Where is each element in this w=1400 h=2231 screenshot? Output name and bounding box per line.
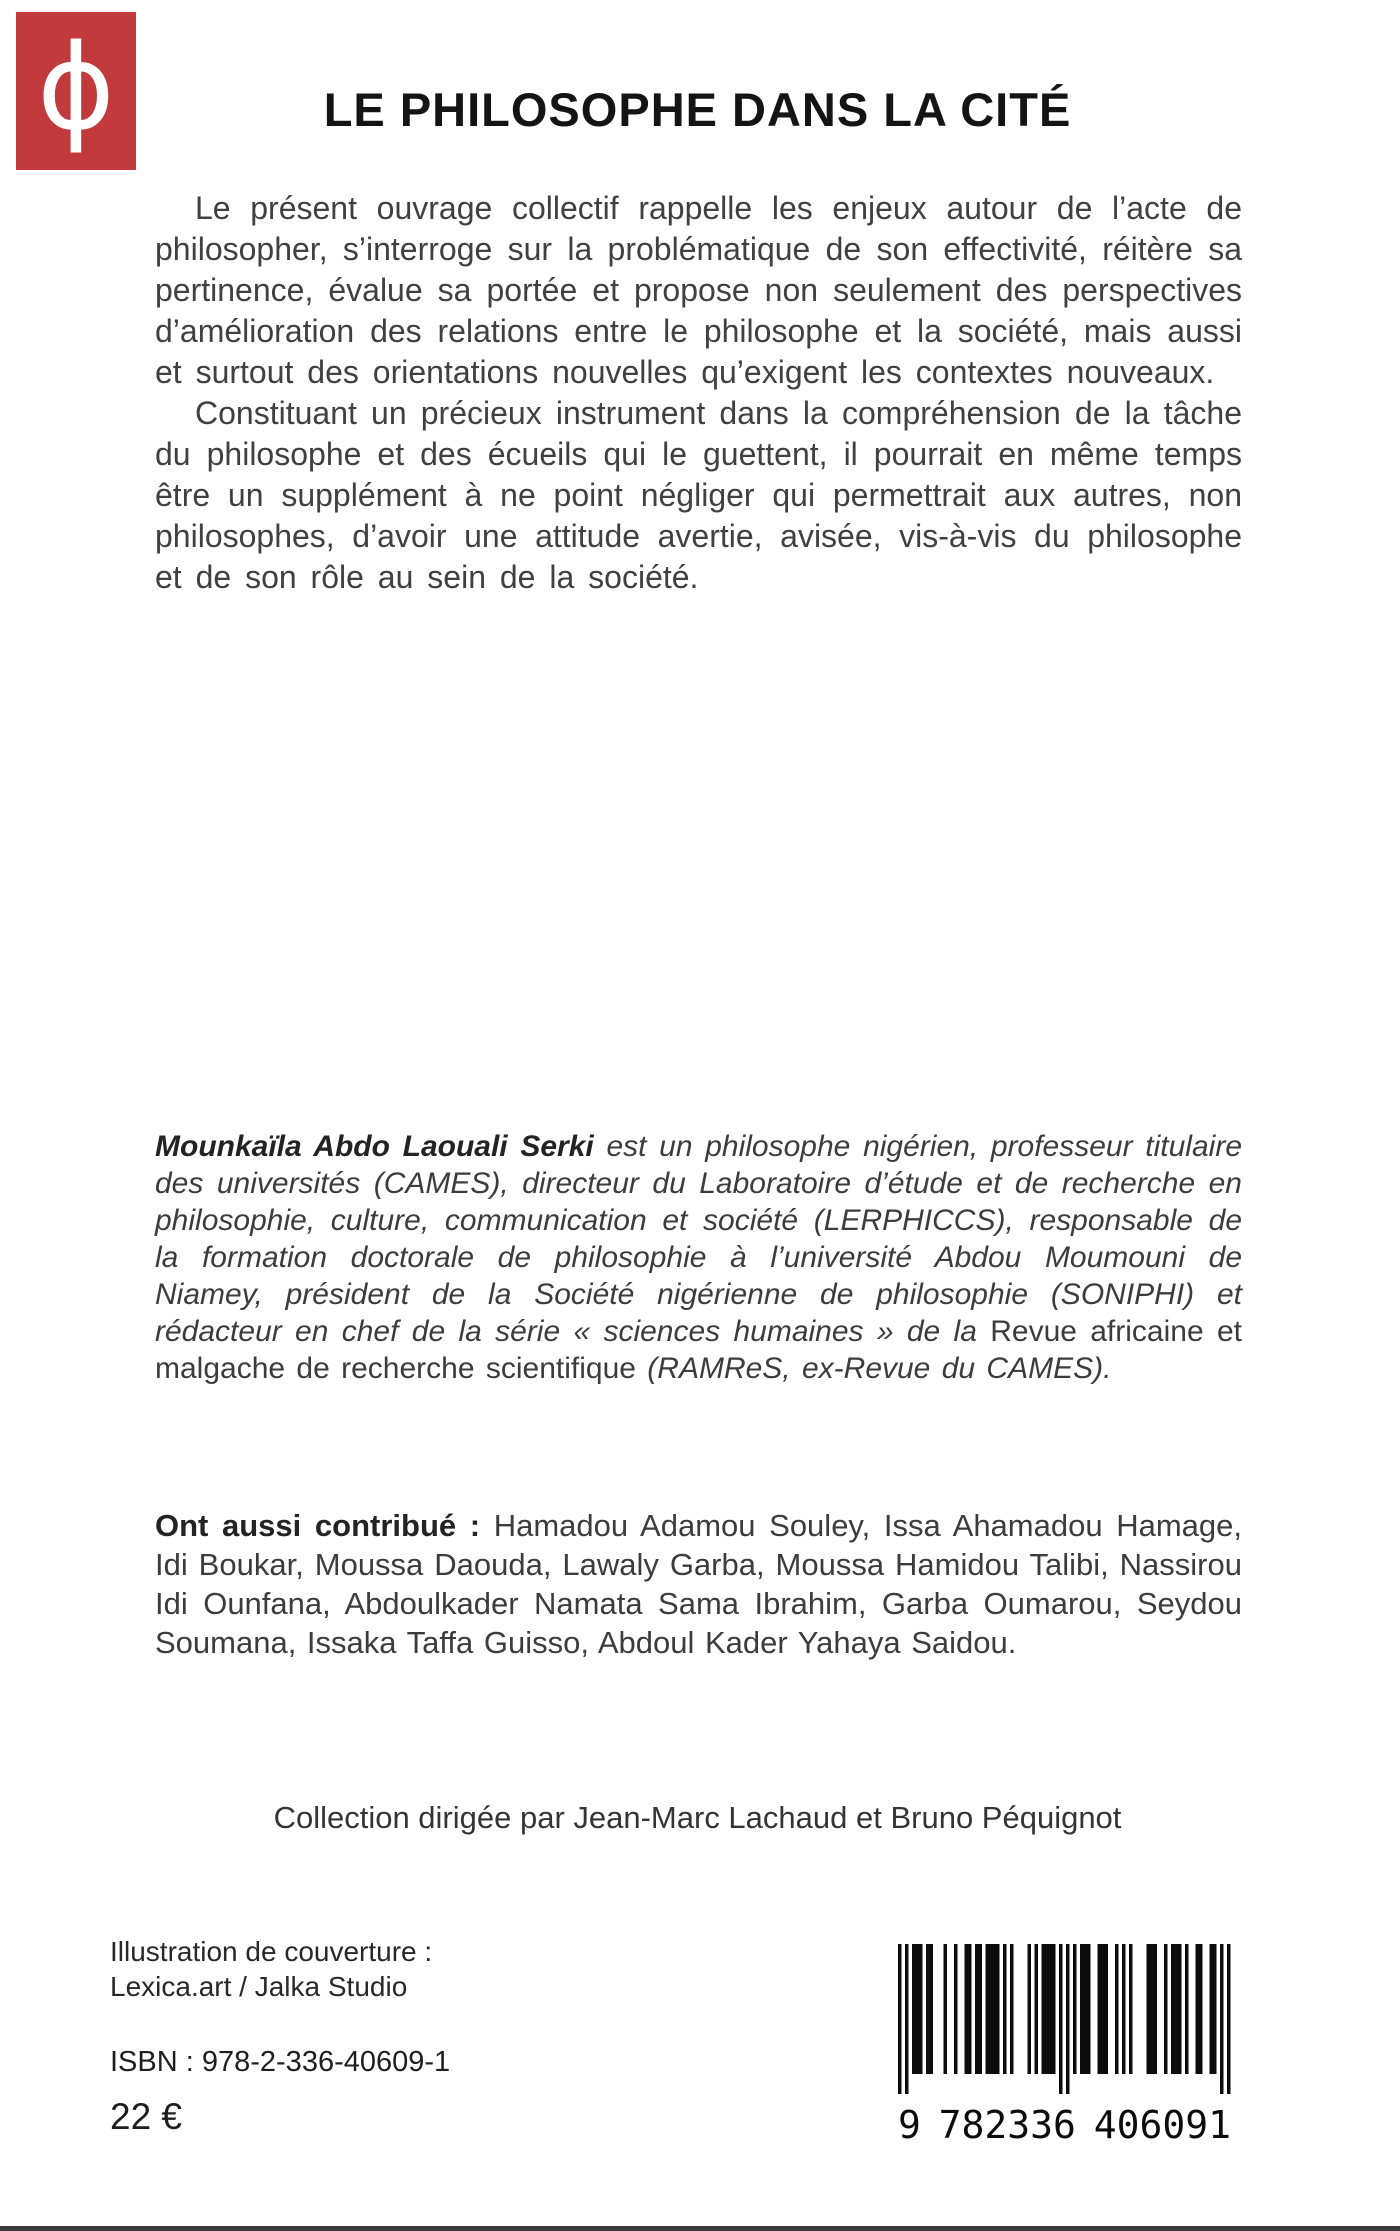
barcode bbox=[898, 1944, 1238, 2147]
page-bottom-edge bbox=[0, 2226, 1400, 2231]
contributors-list bbox=[155, 1506, 1242, 1662]
synopsis-paragraph-2: Constituant un précieux instrument dans la compréhension de la tâche du philosophe et des écueils qui le guettent, il pourrait en même temps être un supplément à ne point négliger qui permettrait aux autres, non philosophes, d’avoir une attitude avertie, avisée, vis-à-vis du philosophe et de son rôle au sein de la société. bbox=[155, 395, 1242, 595]
cover-credit-line1: Illustration de couverture : bbox=[110, 1936, 433, 1967]
text-segment: Revue africaine et malgache de recherche scientifique bbox=[155, 1315, 1242, 1385]
text-segment: Hamadou Adamou Souley, Issa Ahamadou Hamage, Idi Boukar, Moussa Daouda, Lawaly Garba, Moussa Hamidou Talibi, Nassirou Idi Ounfana, Abdoulkader Namata Sama Ibrahim, Garba Oumarou, Seydou Soumana, Issaka Taffa Guisso, Abdoul Kader Yahaya Saidou. bbox=[155, 1508, 1242, 1660]
cover-illustration-credit bbox=[110, 1934, 432, 2004]
barcode-digit-group: 406091 bbox=[1093, 2103, 1231, 2147]
text-segment: Mounkaïla Abdo Laouali Serki bbox=[155, 1130, 594, 1163]
text-segment: (RAMReS, ex-Revue du CAMES). bbox=[635, 1352, 1112, 1385]
price: 22 € bbox=[110, 2096, 183, 2137]
synopsis-paragraph-1: Le présent ouvrage collectif rappelle les enjeux autour de l’acte de philosopher, s’interroge sur la problématique de son effectivité, réitère sa pertinence, évalue sa portée et propose non seulement des perspectives d’amélioration des relations entre le philosophe et la société, mais aussi et surtout des orientations nouvelles qu’exigent les contextes nouveaux. bbox=[155, 190, 1242, 390]
barcode-digit-group: 9 bbox=[898, 2103, 921, 2147]
isbn: ISBN : 978-2-336-40609-1 bbox=[110, 2046, 451, 2078]
text-segment: est un philosophe nigérien, professeur titulaire des universités (CAMES), directeur du Laboratoire d’étude et de recherche en philosophie, culture, communication et société (LERPHICCS), responsable de la formation doctorale de philosophie à l’université Abdou Moumouni de Niamey, président de la Société nigérienne de philosophie (SONIPHI) et rédacteur en chef de la série « sciences humaines » de la bbox=[155, 1130, 1242, 1348]
barcode-digit-group: 782336 bbox=[938, 2103, 1076, 2147]
author-bio bbox=[155, 1128, 1242, 1387]
barcode-bars bbox=[898, 1944, 1238, 2099]
barcode-number bbox=[898, 2103, 1231, 2147]
text-segment: Ont aussi contribué : bbox=[155, 1508, 494, 1543]
publisher-logo bbox=[16, 12, 136, 170]
collection-credit: Collection dirigée par Jean-Marc Lachaud et Bruno Péquignot bbox=[273, 1800, 1122, 1835]
cover-credit-line2: Lexica.art / Jalka Studio bbox=[110, 1971, 408, 2002]
book-title: LE PHILOSOPHE DANS LA CITÉ bbox=[323, 83, 1072, 136]
synopsis bbox=[155, 188, 1242, 598]
phi-logo-glyph: ϕ bbox=[37, 18, 115, 156]
